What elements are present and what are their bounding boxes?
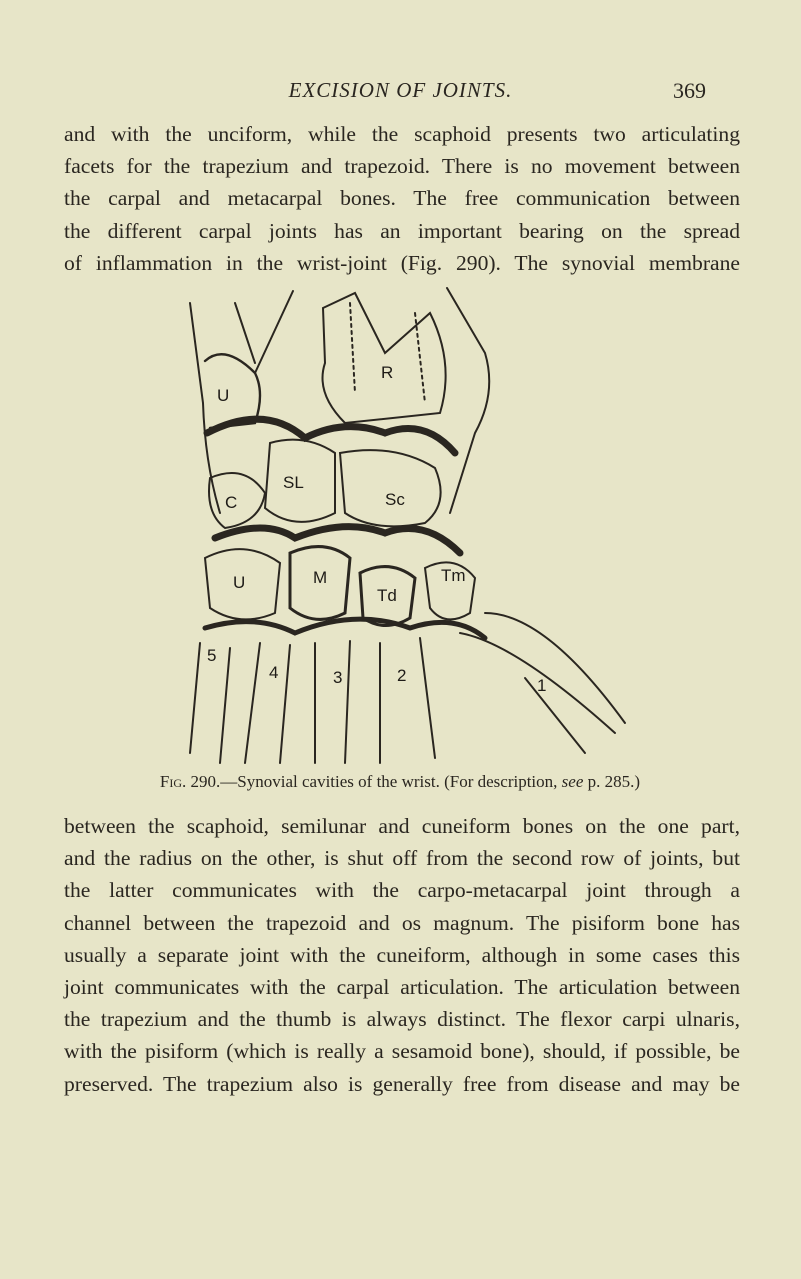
metacarpal-3 — [315, 641, 350, 763]
text-line: usually a separate joint with the cuneiform, although in some cases this — [64, 942, 740, 967]
label-trapezium: Tm — [441, 566, 466, 585]
outline-right — [447, 288, 489, 513]
wrist-figure — [185, 283, 635, 768]
wrist-diagram — [185, 283, 635, 768]
paragraph-top — [64, 118, 740, 279]
label-metacarpal-4: 4 — [269, 663, 279, 682]
label-scaphoid: Sc — [385, 490, 405, 509]
running-title: EXCISION OF JOINTS. — [288, 78, 513, 102]
label-semilunar: SL — [283, 473, 304, 492]
label-metacarpal-5: 5 — [207, 646, 217, 665]
paragraph-bottom — [64, 810, 740, 1100]
carpometacarpal-cavity — [205, 619, 485, 638]
text-line: of inflammation in the wrist-joint (Fig. 290). The synovial membrane — [64, 250, 740, 275]
metacarpal-1 — [460, 613, 625, 733]
label-metacarpal-3: 3 — [333, 668, 343, 687]
caption-text: —Synovial cavities of the wrist. (For description, — [220, 772, 562, 791]
label-metacarpal-2: 2 — [397, 666, 407, 685]
text-line: between the scaphoid, semilunar and cuneiform bones on the one part, — [64, 814, 740, 838]
caption-ref: p. 285.) — [583, 772, 641, 791]
outline-left-inner — [235, 303, 255, 363]
text-line: the carpal and metacarpal bones. The free communication between — [64, 186, 740, 211]
page-number: 369 — [673, 78, 706, 103]
text-line: channel between the trapezoid and os magnum. The pisiform bone has — [64, 910, 740, 935]
caption-see: see — [561, 772, 584, 791]
running-head — [0, 78, 801, 108]
text-line: the latter communicates with the carpo-metacarpal joint through a — [64, 878, 740, 903]
text-line: the different carpal joints has an important bearing on the spread — [64, 218, 740, 243]
label-unciform: U — [233, 573, 246, 592]
metacarpal-4 — [245, 643, 290, 763]
label-magnum: M — [313, 568, 328, 587]
scaphoid-bone — [340, 450, 441, 526]
text-line: and with the unciform, while the scaphoid presents two articulating — [64, 122, 740, 146]
text-line: preserved. The trapezium also is generally free from disease and may be — [64, 1071, 740, 1096]
text-line: the trapezium and the thumb is always distinct. The flexor carpi ulnaris, — [64, 1007, 740, 1032]
figure-caption — [80, 772, 720, 792]
figure-number: Fig. 290. — [159, 772, 221, 791]
label-ulna: U — [217, 386, 230, 405]
text-line: joint communicates with the carpal articulation. The articulation between — [64, 975, 740, 1000]
text-line: with the pisiform (which is really a sesamoid bone), should, if possible, be — [64, 1039, 740, 1064]
outline-left — [190, 303, 220, 513]
label-radius: R — [381, 363, 394, 382]
label-metacarpal-1: 1 — [537, 676, 547, 695]
label-cuneiform: C — [225, 493, 238, 512]
radius-bone — [323, 293, 446, 423]
text-line: and the radius on the other, is shut off from the second row of joints, but — [64, 846, 740, 871]
metacarpal-2 — [380, 638, 435, 763]
label-trapezoid: Td — [377, 586, 397, 605]
text-line: facets for the trapezium and trapezoid. There is no movement between — [64, 154, 740, 179]
ulna-shaft — [255, 291, 293, 373]
